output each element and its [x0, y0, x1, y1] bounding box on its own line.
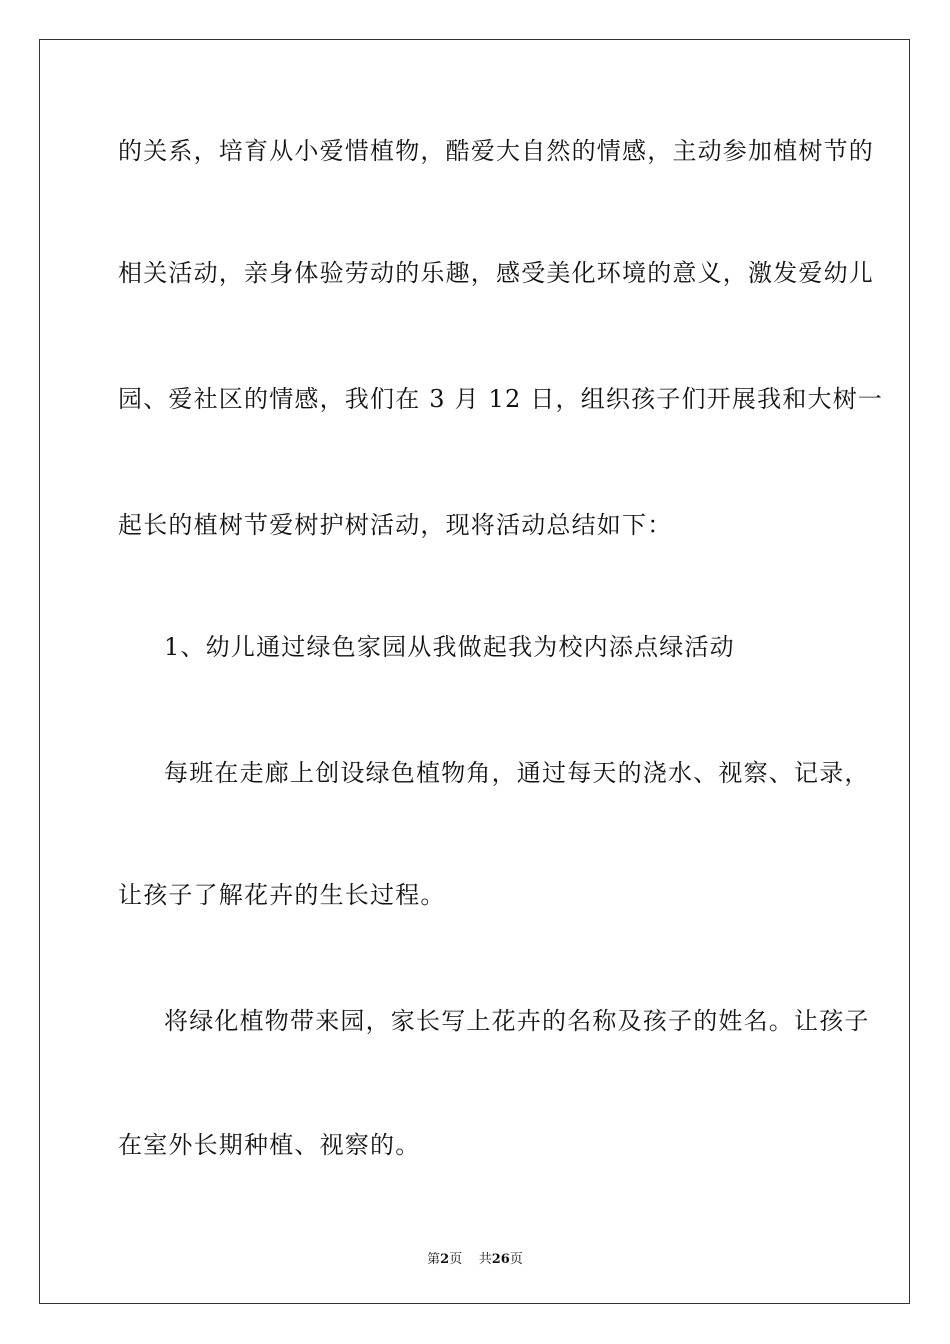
page-border — [39, 39, 910, 1304]
body-line-2: 相关活动，亲身体验劳动的乐趣，感受美化环境的意义，激发爱幼儿 — [118, 259, 874, 287]
body-line-6: 让孩子了解花卉的生长过程。 — [118, 881, 446, 909]
body-line-4: 起长的植树节爱树护树活动，现将活动总结如下： — [118, 511, 673, 539]
footer-mid: 页 共 — [449, 1252, 492, 1267]
page-footer — [0, 1248, 950, 1267]
current-page-number: 2 — [440, 1252, 450, 1267]
body-line-3: 园、爱社区的情感，我们在 3 月 12 日，组织孩子们开展我和大树一 — [118, 385, 884, 413]
footer-suffix: 页 — [509, 1252, 523, 1267]
footer-prefix: 第 — [427, 1252, 441, 1267]
body-line-1: 的关系，培育从小爱惜植物，酷爱大自然的情感，主动参加植树节的 — [118, 137, 874, 165]
total-page-count: 26 — [491, 1252, 510, 1267]
section-heading-1: 1、幼儿通过绿色家园从我做起我为校内添点绿活动 — [164, 633, 735, 661]
body-line-7: 将绿化植物带来园，家长写上花卉的名称及孩子的姓名。让孩子 — [164, 1007, 870, 1035]
body-line-8: 在室外长期种植、视察的。 — [118, 1131, 421, 1159]
body-line-5: 每班在走廊上创设绿色植物角，通过每天的浇水、视察、记录， — [164, 759, 870, 787]
